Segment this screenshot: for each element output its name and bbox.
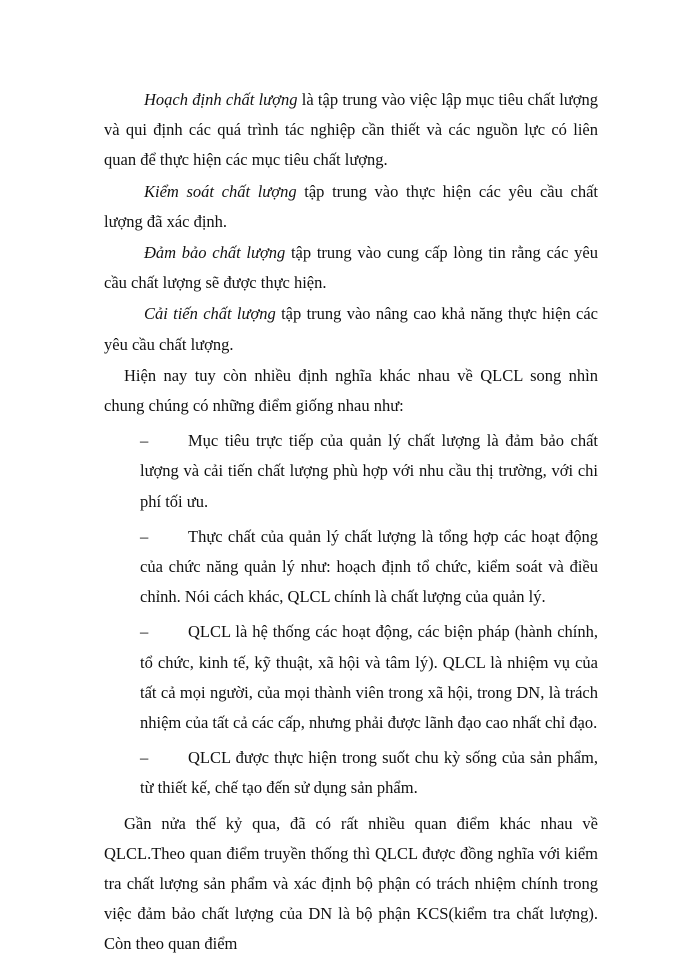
- bullet-item: [104, 617, 598, 738]
- bullet-item: [104, 522, 598, 613]
- paragraph-intro: Hiện nay tuy còn nhiều định nghĩa khác nhau về QLCL song nhìn chung chúng có những điểm giống nhau như:: [104, 365, 598, 416]
- paragraph-closing: Gần nửa thế kỷ qua, đã có rất nhiều quan điểm khác nhau về QLCL.Theo quan điểm truyền thống thì QLCL được đồng nghĩa với kiểm tra chất lượng sản phẩm và xác định bộ phận có trách nhiệm chính trong việc đảm bảo chất lượng của DN là bộ phận KCS(kiểm tra chất lượng). Còn theo quan điểm: [104, 813, 598, 954]
- text-assurance: tập trung vào cung cấp lòng tin rằng các yêu cầu chất lượng sẽ được thực hiện.: [104, 243, 598, 293]
- text-control: tập trung vào thực hiện các yêu cầu chất lượng đã xác định.: [104, 181, 598, 231]
- bullet-text: Thực chất của quản lý chất lượng là tổng hợp các hoạt động của chức năng quản lý như: hoạch định tổ chức, kiểm soát và điều chỉnh. Nói cách khác, QLCL chính là chất lượng của quản lý.: [140, 526, 598, 607]
- text-improvement: tập trung vào nâng cao khả năng thực hiện các yêu cầu chất lượng.: [104, 304, 598, 354]
- text-planning: là tập trung vào việc lập mục tiêu chất lượng và qui định các quá trình tác nghiệp cần thiết và các nguồn lực có liên quan để thực hiện các mục tiêu chất lượng.: [104, 90, 598, 170]
- paragraph-control: [104, 177, 598, 237]
- dash-marker: –: [140, 748, 149, 768]
- paragraph-improvement: [104, 299, 598, 359]
- dash-marker: –: [140, 526, 149, 546]
- document-page: [104, 85, 598, 960]
- term-improvement: Cải tiến chất lượng: [144, 304, 276, 324]
- term-control: Kiểm soát chất lượng: [144, 181, 297, 201]
- bullet-text: QLCL được thực hiện trong suốt chu kỳ sống của sản phẩm, từ thiết kế, chế tạo đến sử dụng sản phẩm.: [140, 748, 598, 798]
- term-assurance: Đảm bảo chất lượng: [144, 243, 286, 263]
- dash-marker: –: [140, 431, 149, 451]
- term-planning: Hoạch định chất lượng: [144, 90, 298, 109]
- bullet-text: QLCL là hệ thống các hoạt động, các biện pháp (hành chính, tổ chức, kinh tế, kỹ thuật, xã hội và tâm lý). QLCL là nhiệm vụ của tất cả mọi người, của mọi thành viên trong xã hội, trong DN, là trách nhiệm của tất cả các cấp, nhưng phải được lãnh đạo cao nhất chỉ đạo.: [140, 622, 598, 733]
- paragraph-planning: [104, 85, 598, 176]
- dash-marker: –: [140, 622, 149, 642]
- bullet-text: Mục tiêu trực tiếp của quản lý chất lượng là đảm bảo chất lượng và cải tiến chất lượng phù hợp với nhu cầu thị trường, với chi phí tối ưu.: [140, 431, 598, 511]
- bullet-item: [104, 743, 598, 803]
- paragraph-assurance: [104, 238, 598, 298]
- bullet-item: [104, 426, 598, 517]
